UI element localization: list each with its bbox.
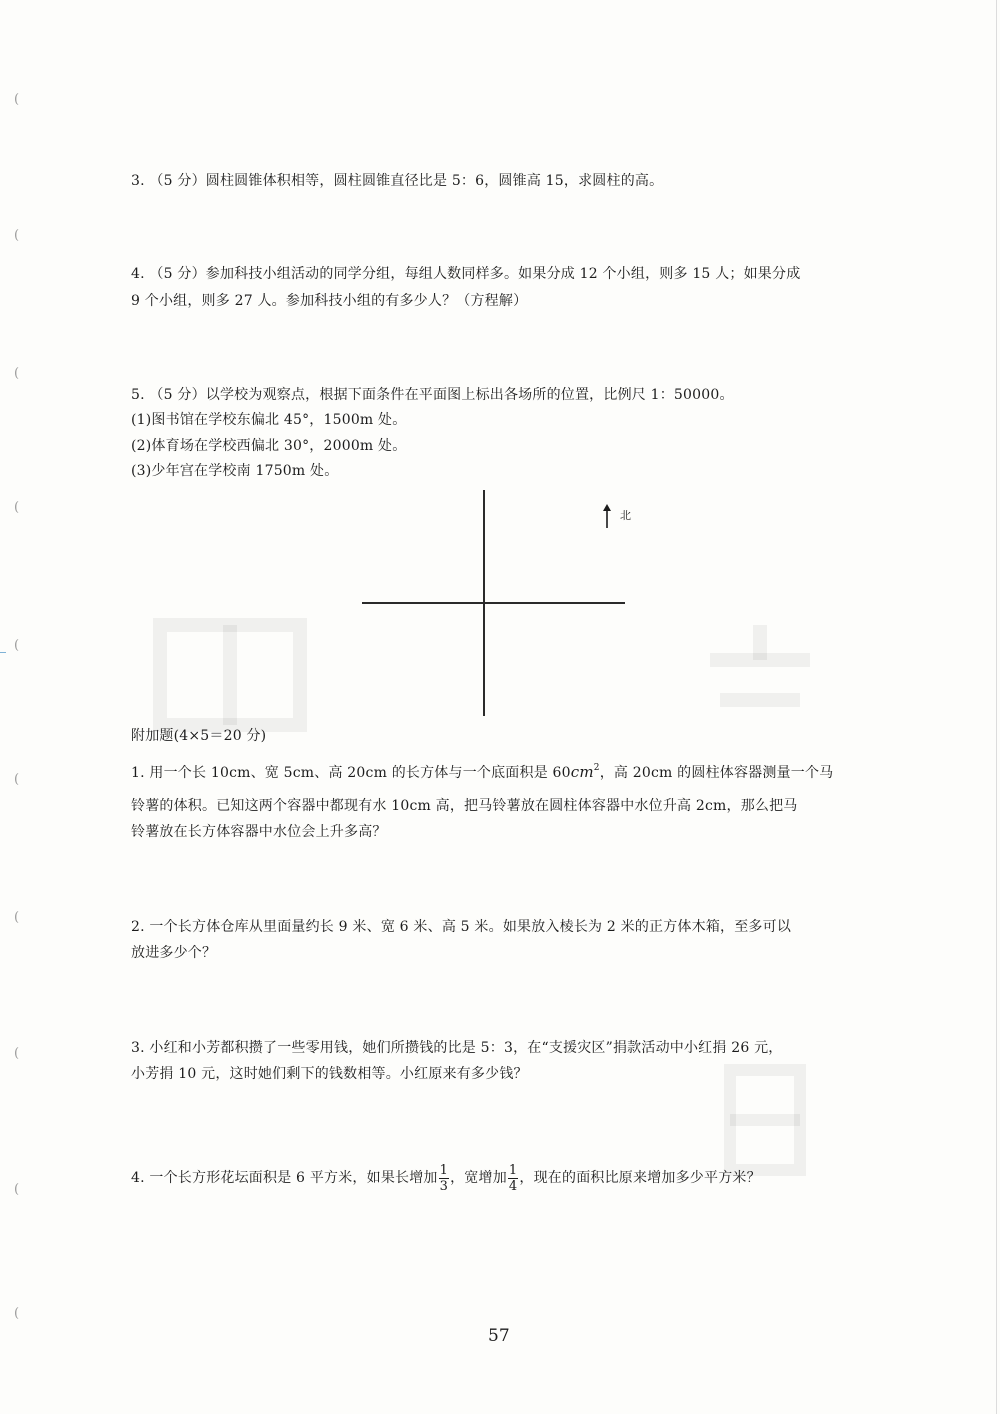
area-unit-exponent: 2 [593,763,600,773]
area-unit: cm [570,763,594,781]
margin-mark: ( [14,500,20,515]
question-5-item-3: (3)少年宫在学校南 1750m 处。 [131,463,339,479]
question-4-line-2: 9 个小组，则多 27 人。参加科技小组的有多少人？（方程解） [131,293,528,309]
bonus-problem-1-line-3: 铃薯放在长方体容器中水位会上升多高？ [131,824,387,840]
margin-mark: ( [14,910,20,925]
bonus-problem-2-line-2: 放进多少个？ [131,945,217,961]
margin-mark: ( [14,1306,20,1321]
fraction-one-third: $\frac{1}{3}$ [439,1162,449,1194]
question-3: 3. （5 分）圆柱圆锥体积相等，圆柱圆锥直径比是 5：6，圆锥高 15，求圆柱的高。 [131,173,664,189]
diagram-horizontal-axis [362,602,625,604]
bonus-problem-3-line-1: 3. 小红和小芳都积攒了一些零用钱，她们所攒钱的比是 5：3，在“支援灾区”捐款活动中小红捐 26 元， [131,1040,783,1056]
bonus-problem-2-line-1: 2. 一个长方体仓库从里面量约长 9 米、宽 6 米、高 5 米。如果放入棱长为 2 米的正方体木箱，至多可以 [131,919,792,935]
margin-mark: ( [14,228,20,243]
margin-mark: ( [14,92,20,107]
bonus-problem-4-text-c: ，现在的面积比原来增加多少平方米？ [519,1170,761,1186]
bonus-problem-4-text-a: 4. 一个长方形花坛面积是 6 平方米，如果长增加 [131,1170,438,1186]
margin-mark: ( [14,1182,20,1197]
north-label: 北 [620,509,631,522]
fraction-one-quarter: $\frac{1}{4}$ [508,1162,518,1194]
page-number: 57 [488,1326,510,1346]
bonus-problem-1-line-1 [131,762,833,785]
bonus-problem-4-text-b: ，宽增加 [450,1170,507,1186]
bonus-problem-1-text-a: 1. 用一个长 10cm、宽 5cm、高 20cm 的长方体与一个底面积是 60 [131,765,571,781]
question-5-line-1: 5. （5 分）以学校为观察点，根据下面条件在平面图上标出各场所的位置，比例尺 1：50000。 [131,387,734,403]
margin-mark: ( [14,772,20,787]
bonus-problem-1-text-b: ，高 20cm 的圆柱体容器测量一个马 [599,765,834,781]
north-arrow-icon [600,504,614,528]
watermark-shape-right [700,620,820,740]
margin-mark: ( [14,366,20,381]
scan-edge-line [996,0,997,1414]
margin-mark: ( [14,1046,20,1061]
question-5-item-2: (2)体育场在学校西偏北 30°，2000m 处。 [131,438,407,454]
bonus-problem-1-line-2: 铃薯的体积。已知这两个容器中都现有水 10cm 高，把马铃薯放在圆柱体容器中水位升高 2cm，那么把马 [131,798,798,814]
question-5-item-1: (1)图书馆在学校东偏北 45°，1500m 处。 [131,412,407,428]
watermark-shape-left [150,615,310,735]
scan-edge-tick [0,652,6,653]
question-4-line-1: 4. （5 分）参加科技小组活动的同学分组，每组人数同样多。如果分成 12 个小组，则多 15 人；如果分成 [131,266,801,282]
bonus-problem-4 [131,1160,761,1196]
bonus-title: 附加题(4×5＝20 分) [131,728,267,744]
bonus-problem-3-line-2: 小芳捐 10 元，这时她们剩下的钱数相等。小红原来有多少钱？ [131,1066,528,1082]
margin-mark: ( [14,638,20,653]
